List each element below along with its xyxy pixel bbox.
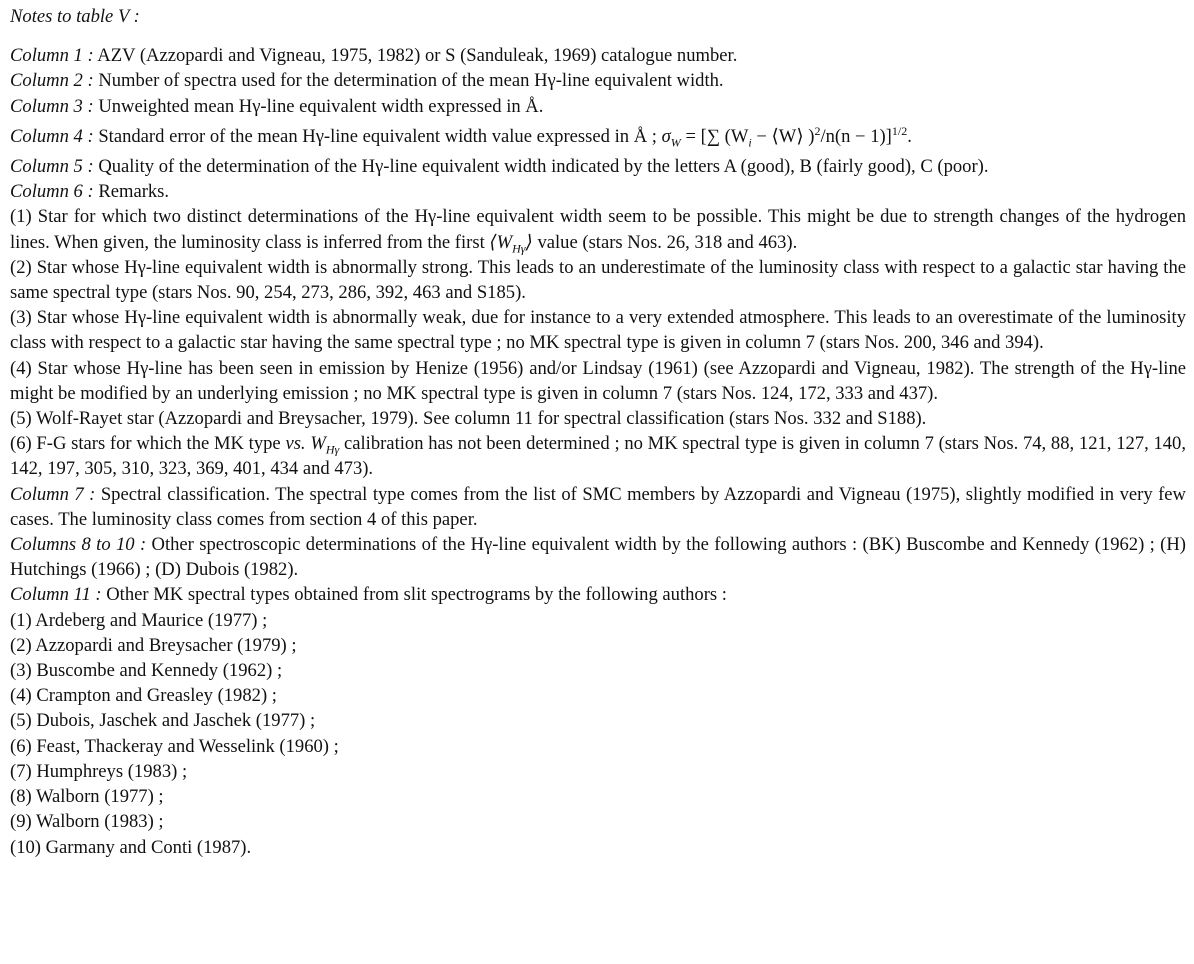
column-2-text: Number of spectra used for the determination of the mean Hγ-line equivalent width. [98,70,724,92]
formula-exponent: 1/2 [891,123,908,138]
column-11-note [10,582,1186,607]
column-6-text: Remarks. [98,181,170,203]
column-6-label: Column 6 : [10,181,94,203]
formula-mid: − ⟨W⟩ ) [751,125,815,147]
column-7-note [10,482,1186,532]
formula-sigma: σ [661,125,671,147]
reference-item: (7) Humphreys (1983) ; [10,760,188,782]
reference-item: (1) Ardeberg and Maurice (1977) ; [10,609,268,631]
remark-6-text-a: (6) F-G stars for which the MK type [10,433,281,455]
column-1-label: Column 1 : [10,45,94,67]
formula-rhs: = [∑ (W [685,125,749,147]
reference-item: (8) Walborn (1977) ; [10,786,164,808]
remark-1-symbol-sub: Hγ [512,241,526,256]
columns-8-10-text: Other spectroscopic determinations of the Hγ-line equivalent width by the following authors : (BK) Buscombe and Kennedy (1962) ; (H) Hutchings (1966) ; (D) Dubois (1982). [10,534,1186,581]
remark-2: (2) Star whose Hγ-line equivalent width is abnormally strong. This leads to an underestimate of the luminosity class with respect to a galactic star having the same spectral type (stars Nos. 90, 254, 273, 286, 392, 463 and S185). [10,256,1186,304]
remark-4: (4) Star whose Hγ-line has been seen in emission by Henize (1956) and/or Lindsay (1961) (see Azzopardi and Vigneau, 1982). The strength of the Hγ-line might be modified by an underlying emission ; no MK spectral type is given in column 7 (stars Nos. 124, 172, 333 and 437). [10,357,1186,404]
reference-item: (10) Garmany and Conti (1987). [10,836,252,858]
remark-5: (5) Wolf-Rayet star (Azzopardi and Breysacher, 1979). See column 11 for spectral classification (stars Nos. 332 and S188). [10,408,927,430]
reference-item: (3) Buscombe and Kennedy (1962) ; [10,660,283,682]
remark-1-symbol-open: ⟨W [489,231,513,253]
column-7-text: Spectral classification. The spectral type comes from the list of SMC members by Azzopardi and Vigneau (1975), slightly modified in very few cases. The luminosity class comes from section 4 of this paper. [10,483,1186,530]
reference-list [10,608,1186,860]
column-4-note [10,124,1186,149]
remark-6-w-symbol: W [310,433,326,455]
remark-1-symbol [489,231,533,256]
column-6-note [10,179,1186,204]
remark-6-w-sub: Hγ [325,442,340,457]
formula-square: 2 [814,123,821,138]
reference-item: (2) Azzopardi and Breysacher (1979) ; [10,634,297,656]
formula-div: /n(n − 1)] [820,125,892,147]
sigma-formula [661,123,912,150]
formula-i-sub: i [748,135,752,150]
notes-heading: Notes to table V : [10,6,140,27]
column-7-label: Column 7 : [10,483,96,505]
column-1-note [10,43,1186,68]
columns-8-10-note [10,532,1186,582]
notes-page [10,4,1186,860]
remark-6-vs: vs. [285,433,306,455]
remark-1-text: (1) Star for which two distinct determinations of the Hγ-line equivalent width seem to be possible. This might be due to strength changes of the hydrogen lines. When given, the luminosity class is inferred from the first [10,206,1186,253]
column-3-label: Column 3 : [10,95,94,117]
remark-1-tail: value (stars Nos. 26, 318 and 463). [537,231,798,253]
column-1-text: AZV (Azzopardi and Vigneau, 1975, 1982) or S (Sanduleak, 1969) catalogue number. [97,45,738,67]
column-5-label: Column 5 : [10,156,94,178]
formula-end: . [907,125,912,147]
column-3-text: Unweighted mean Hγ-line equivalent width expressed in Å. [98,95,544,117]
column-5-note [10,154,1186,179]
reference-item: (5) Dubois, Jaschek and Jaschek (1977) ; [10,710,316,732]
column-2-label: Column 2 : [10,70,94,92]
remark-1-symbol-close: ⟩ [525,231,533,253]
remark-6-text-b: calibration has not been determined ; no MK spectral type is given in column 7 (stars Nos. 74, 88, 121, 127, 140, 142, 197, 305, 310, 323, 369, 401, 434 and 473). [10,433,1187,480]
remark-1 [10,204,1186,254]
remark-3: (3) Star whose Hγ-line equivalent width is abnormally weak, due for instance to a very extended atmosphere. This leads to an overestimate of the luminosity class with respect to a galactic star having the same spectral type ; no MK spectral type is given in column 7 (stars Nos. 200, 346 and 394). [10,307,1186,354]
column-5-text: Quality of the determination of the Hγ-line equivalent width indicated by the letters A (good), B (fairly good), C (poor). [98,156,989,178]
remark-6 [10,431,1186,481]
column-11-text: Other MK spectral types obtained from slit spectrograms by the following authors : [106,584,727,606]
column-3-note [10,94,1186,119]
reference-item: (9) Walborn (1983) ; [10,811,164,833]
reference-item: (6) Feast, Thackeray and Wesselink (1960) ; [10,735,339,757]
column-4-text: Standard error of the mean Hγ-line equivalent width value expressed in Å ; [98,125,657,147]
column-2-note [10,68,1186,93]
reference-item: (4) Crampton and Greasley (1982) ; [10,685,277,707]
columns-8-10-label: Columns 8 to 10 : [10,534,147,556]
column-4-label: Column 4 : [10,125,94,147]
remark-6-w [310,433,340,457]
formula-sigma-sub: W [670,135,681,150]
column-11-label: Column 11 : [10,584,102,606]
